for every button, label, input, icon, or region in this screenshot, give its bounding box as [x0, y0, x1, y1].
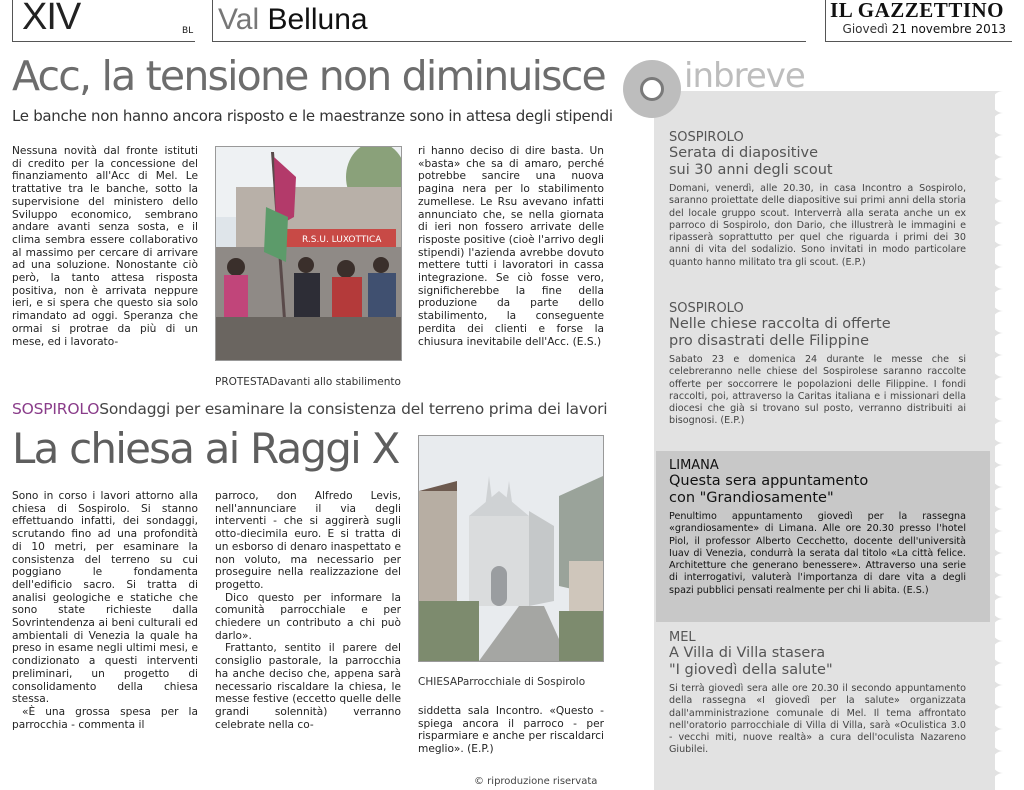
scalloped-edge — [995, 91, 1024, 790]
copyright: © riproduzione riservata — [474, 776, 598, 787]
article2-column-2 — [215, 490, 401, 731]
brief-location: SOSPIROLO — [669, 301, 744, 316]
article2-column-2-c: Frattanto, sentito il parere del consiglio pastorale, la parrocchia ha anche deciso che, appena sarà necessario riscaldare la chiesa, le messe festive (eccetto quelle delle grandi solennità) verranno celebrate nella co- — [215, 642, 401, 731]
brief-title-line-1: A Villa di Villa stasera — [669, 645, 826, 661]
brief-location: SOSPIROLO — [669, 130, 744, 145]
brief-title — [669, 645, 966, 679]
brief-text: Penultimo appuntamento giovedì per la rassegna «grandiosamente» di Limana. Alle ore 20.30 presso l'hotel Piol, il professor Alberto Cecchetto, docente dell'università Iuav di Venezia, condurrà la serata dal titolo «La città felice. Architetture che generano benessere». Attraverso una serie di interrogativi, valuterà l'importanza di dare vita a degli spazi pubblici pensati realmente per chi li abita. (E.S.) — [669, 511, 966, 596]
article1-photo-caption — [215, 376, 401, 388]
section-title — [218, 3, 368, 37]
article1-headline: Acc, la tensione non diminuisce — [12, 52, 605, 100]
section-title-bold: Belluna — [267, 3, 368, 36]
article1-column-1: Nessuna novità dal fronte istituti di credito per la concessione del finanziamento all'Acc di Mel. Le trattative tra le banche, sotto la supervisione del ministero dello Sviluppo economico, sembrano andare avanti senza sosta, e il clima sembra essere collaborativo al massimo per cercare di arrivare ad una soluzione. Nonostante ciò però, la tanto attesa risposta positiva, non è arrivata neppure ieri, e si spera che questo sia solo rimandato ad oggi. Speranza che ormai si protrae da più di un mese, ed i lavorato- — [12, 145, 198, 348]
caption-label: PROTESTA — [215, 376, 270, 388]
banner-text: R.S.U. LUXOTTICA — [302, 235, 382, 245]
brief-text: Domani, venerdì, alle 20.30, in casa Incontro a Sospirolo, saranno proiettate delle diapositive sui primi anni della storia del locale gruppo scout. Interverrà alla serata anche un ex parroco di Sospirolo, don Dario, che illustrerà le immagini e ripasserà soprattutto per quel che riguarda i primi dei 30 anni di vita del sodalizio. Sono invitati in modo particolare quanto hanno militato tra gli scout. (E.P.) — [669, 183, 966, 268]
brief-title — [669, 145, 966, 179]
date-value: 21 novembre 2013 — [891, 22, 1006, 36]
weekday: Giovedì — [842, 22, 888, 36]
brief-item — [669, 130, 966, 269]
article2-photo-caption — [418, 676, 585, 688]
article2-column-2-b: Dico questo per informare la comunità parrocchiale e per chiedere un contributo a chi può darlo». — [215, 591, 401, 642]
inbreve-logo-icon — [623, 60, 681, 118]
article2-column-1 — [12, 490, 198, 731]
brief-item — [669, 301, 966, 428]
article2-headline: La chiesa ai Raggi X — [12, 424, 399, 473]
brief-title-line-1: Serata di diapositive — [669, 145, 818, 161]
brief-title — [669, 473, 966, 507]
article2-column-1-quote: «È una grossa spesa per la parrocchia - commenta il — [12, 705, 198, 731]
kicker-text: Sondaggi per esaminare la consistenza del terreno prima dei lavori — [99, 400, 608, 418]
article1-subheadline: Le banche non hanno ancora risposto e le maestranze sono in attesa degli stipendi — [12, 107, 613, 125]
article2-photo — [418, 435, 604, 662]
newspaper-name: IL GAZZETTINO — [830, 0, 1004, 22]
brief-text: Si terrà giovedì sera alle ore 20.30 il secondo appuntamento della rassegna «I giovedì per la salute» organizzata dall'amministrazione comunale di Mel. Il tema affrontato nell'oratorio parrocchiale di Villa di Villa, sarà «Oculistica 3.0 - vecchi miti, nuove realtà» a cura dell'oculista Nazareno Giubilei. — [669, 683, 966, 756]
brief-title-line-1: Questa sera appuntamento — [669, 473, 869, 489]
brief-title — [669, 316, 966, 350]
brief-location: MEL — [669, 630, 696, 645]
inbreve-title — [684, 56, 805, 96]
inbreve-title-rest: breve — [713, 56, 805, 96]
brief-item — [669, 630, 966, 757]
article1-photo — [215, 146, 402, 361]
article1-column-3: ri hanno deciso di dire basta. Un «basta» che sa di amaro, perché potrebbe sancire una nuova pagina nera per lo stabilimento zumellese. Le Rsu avevano infatti annunciato che, se nella giornata di ieri non fossero arrivate delle risposte positive (cioè l'arrivo degli stipendi) l'azienda avrebbe dovuto mettere tutti i lavoratori in cassa integrazione. Se ciò fosse vero, significherebbe la fine della produzione da parte dello stabilimento, la conseguente perdita dei clienti e forse la chiusura inevitabile dell'Acc. (E.S.) — [418, 145, 604, 348]
brief-title-line-2: pro disastrati delle Filippine — [669, 333, 870, 349]
article2-column-1-text: Sono in corso i lavori attorno alla chiesa di Sospirolo. Si stanno effettuando infatti, dei sondaggi, scrutando fino ad una profondità di 10 metri, per esaminare la consistenza del terreno su cui poggiano le fondamenta dell'edificio sacro. Si tratta di analisi geologiche e statiche che sono state richieste dalla Sovrintendenza ai beni culturali ed ambientali di Venezia la quale ha preso in esame negli ultimi mesi, e condizionato a questi interventi preliminari, un progetto di consolidamento della chiesa stessa. — [12, 490, 198, 706]
caption-text: Davanti allo stabilimento — [269, 376, 401, 388]
brief-title-line-2: con "Grandiosamente" — [669, 490, 834, 506]
brief-text: Sabato 23 e domenica 24 durante le messe che si celebreranno nelle chiese del Sospirolese saranno raccolte offerte per soccorrere le popolazioni delle Filippine. I fondi raccolti, poi, attraverso la Caritas italiana e i missionari della diocesi che già si trovano sul posto, verranno distribuiti ai bisognosi. (E.P.) — [669, 354, 966, 427]
caption-label: CHIESA — [418, 676, 458, 688]
article2-column-3: siddetta sala Incontro. «Questo - spiega ancora il parroco - per risparmiare e anche per riscaldarci meglio». (E.P.) — [418, 705, 604, 756]
church-photo-illustration — [419, 436, 603, 661]
inbreve-title-light: in — [684, 56, 713, 96]
brief-title-line-2: sui 30 anni degli scout — [669, 162, 833, 178]
edition-code: BL — [182, 26, 194, 36]
brief-location: LIMANA — [669, 458, 719, 473]
kicker-place: SOSPIROLO — [12, 400, 100, 418]
section-title-light: Val — [218, 3, 260, 36]
article2-kicker — [12, 400, 607, 418]
page-number: XIV — [22, 0, 81, 38]
publication-date — [843, 22, 1006, 36]
caption-text: Parrocchiale di Sospirolo — [457, 676, 586, 688]
protest-photo-illustration — [216, 147, 401, 360]
brief-item-highlighted — [669, 458, 966, 597]
brief-title-line-2: "I giovedì della salute" — [669, 662, 833, 678]
brief-title-line-1: Nelle chiese raccolta di offerte — [669, 316, 891, 332]
article2-column-2-a: parroco, don Alfredo Levis, nell'annunciare il via degli interventi - che si aggirerà sugli otto-diecimila euro. E si tratta di un esborso di denaro inaspettato e non voluto, ma necessario per proseguire nella realizzazione del progetto. — [215, 490, 401, 591]
